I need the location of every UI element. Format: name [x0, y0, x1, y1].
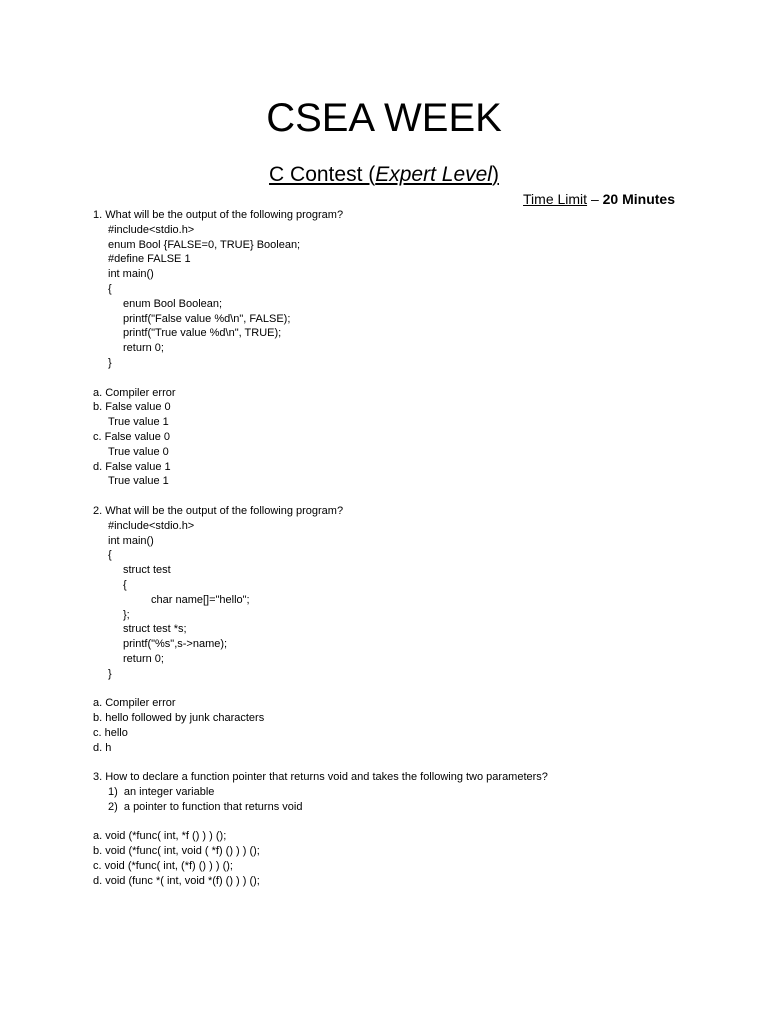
- answer-option-continued: True value 1: [108, 416, 169, 429]
- answer-option: d. h: [93, 741, 112, 754]
- contest-subtitle: [0, 160, 768, 190]
- question-text: 1. What will be the output of the following program?: [93, 209, 344, 221]
- subtitle-suffix: ): [491, 163, 499, 186]
- spacer: [93, 815, 693, 830]
- time-limit-label: Time Limit: [523, 191, 588, 207]
- answer-option: c. hello: [93, 726, 128, 739]
- code-line: char name[]="hello";: [151, 593, 250, 606]
- code-line: struct test: [123, 564, 171, 577]
- question-list: [93, 208, 693, 889]
- parameter-item: 2) a pointer to function that returns void: [108, 800, 303, 813]
- code-line: enum Bool Boolean;: [123, 297, 223, 310]
- answer-option: c. False value 0: [93, 430, 171, 443]
- parameter-item: 1) an integer variable: [108, 786, 215, 799]
- page-title: CSEA WEEK: [266, 96, 502, 140]
- code-line: struct test *s;: [123, 623, 187, 636]
- code-line: printf("%s",s->name);: [123, 638, 228, 651]
- time-limit-value: 20 Minutes: [602, 191, 675, 207]
- spacer: [93, 489, 693, 504]
- subtitle-prefix: C Contest (: [269, 163, 376, 186]
- answer-option: b. void (*func( int, void ( *f) () ) ) ();: [93, 845, 260, 858]
- code-line: #include<stdio.h>: [108, 223, 195, 236]
- spacer: [93, 371, 693, 386]
- answer-option: d. void (func *( int, void *(f) () ) ) ();: [93, 874, 260, 887]
- answer-option: d. False value 1: [93, 460, 171, 473]
- code-line: };: [123, 608, 130, 621]
- code-line: {: [108, 282, 112, 295]
- answer-option: c. void (*func( int, (*f) () ) ) ();: [93, 860, 233, 873]
- code-line: enum Bool {FALSE=0, TRUE} Boolean;: [108, 238, 301, 251]
- code-line: return 0;: [123, 342, 164, 355]
- code-line: int main(): [108, 268, 154, 281]
- time-limit: [523, 189, 675, 209]
- spacer: [93, 755, 693, 770]
- code-line: #define FALSE 1: [108, 253, 191, 266]
- code-line: {: [123, 578, 127, 591]
- question-text: 2. What will be the output of the following program?: [93, 504, 344, 517]
- code-line: printf("False value %d\n", FALSE);: [123, 312, 291, 325]
- question-2: [93, 504, 693, 756]
- answer-option: a. Compiler error: [93, 386, 176, 399]
- subtitle-underlined: [269, 163, 499, 186]
- answer-option-continued: True value 1: [108, 475, 169, 488]
- code-line: }: [108, 667, 112, 680]
- code-line: printf("True value %d\n", TRUE);: [123, 327, 282, 340]
- subtitle-level: Expert Level: [375, 163, 492, 186]
- spacer: [93, 682, 693, 697]
- answer-option: a. Compiler error: [93, 697, 176, 710]
- time-limit-separator: –: [587, 191, 603, 207]
- answer-option: b. False value 0: [93, 401, 171, 414]
- answer-option: a. void (*func( int, *f () ) ) ();: [93, 830, 227, 843]
- code-line: {: [108, 549, 112, 562]
- code-line: return 0;: [123, 652, 164, 665]
- code-line: #include<stdio.h>: [108, 519, 195, 532]
- code-line: }: [108, 356, 112, 369]
- question-text: 3. How to declare a function pointer that returns void and takes the following two parameters?: [93, 771, 548, 784]
- question-3: [93, 770, 693, 888]
- answer-option-continued: True value 0: [108, 445, 169, 458]
- answer-option: b. hello followed by junk characters: [93, 712, 265, 725]
- question-1: [93, 208, 693, 489]
- code-line: int main(): [108, 534, 154, 547]
